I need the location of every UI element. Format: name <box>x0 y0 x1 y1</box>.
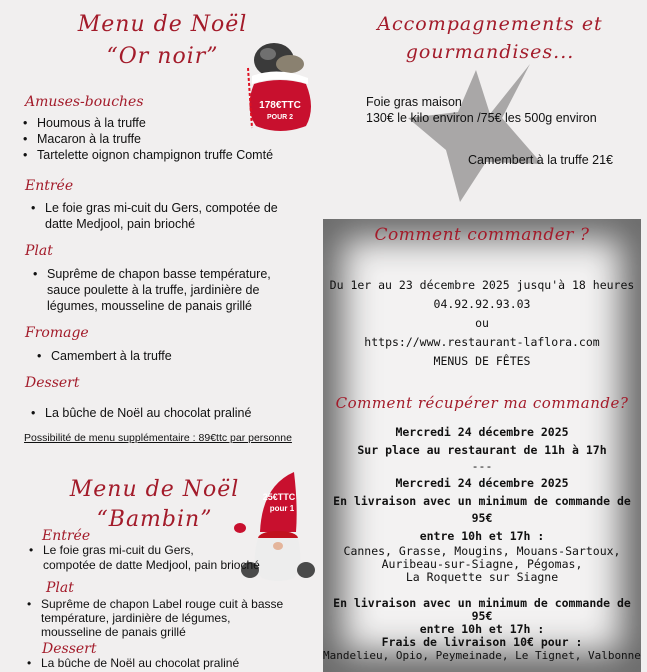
pickup-date: Mercredi 24 décembre 2025 <box>395 425 569 439</box>
accompagnements-title-line1: Accompagnements et <box>377 13 603 35</box>
commander-title: Comment commander ? <box>374 225 590 245</box>
order-phone: 04.92.92.93.03 <box>433 297 531 311</box>
order-menus: MENUS DE FÊTES <box>433 354 531 368</box>
gnome-price-tag: 25€TTC <box>262 492 296 502</box>
order-dates: Du 1er au 23 décembre 2025 jusqu'à 18 heures <box>329 278 635 292</box>
dessert-list <box>30 405 251 421</box>
plat-heading: Plat <box>25 243 53 259</box>
order-website: https://www.restaurant-laflora.com <box>364 335 600 349</box>
list-item: • Suprême de chapon Label rouge cuit à basse température, jardinière de légumes, mousseline de panais grillé <box>26 597 283 639</box>
list-item: • Le foie gras mi-cuit du Gers, compotée de datte Medjool, pain brioché <box>30 200 278 232</box>
foie-gras-offer <box>366 94 597 126</box>
menu-or-noir-title-line1: Menu de Noël <box>77 12 248 37</box>
delivery-towns-2: Mandelieu, Opio, Peymeinade, Le Tignet, Valbonne <box>323 649 641 662</box>
dessert-heading: Dessert <box>25 375 80 391</box>
bambin-entree-list <box>28 543 260 573</box>
foie-gras-title: Foie gras maison <box>366 95 462 109</box>
delivery-date: Mercredi 24 décembre 2025 <box>395 476 569 490</box>
pickup-separator: --- <box>471 459 493 473</box>
order-panel <box>323 219 641 672</box>
list-item: • Camembert à la truffe <box>36 348 172 364</box>
list-item: • Macaron à la truffe <box>22 131 273 147</box>
delivery-hours-1: entre 10h et 17h : <box>419 529 545 543</box>
list-item: • Houmous à la truffe <box>22 115 273 131</box>
delivery-hours-2: entre 10h et 17h : <box>419 622 545 636</box>
sack-price-sub: POUR 2 <box>266 114 294 121</box>
camembert-offer: Camembert à la truffe 21€ <box>468 153 613 167</box>
entree-list <box>30 200 278 232</box>
sack-price-tag: 178€TTC <box>259 100 301 111</box>
delivery-min-1: En livraison avec un minimum de commande de <box>333 494 631 508</box>
star-image <box>402 58 550 206</box>
delivery-towns-1-l2: Auribeau-sur-Siagne, Pégomas, <box>381 557 583 571</box>
menu-bambin-title-line1: Menu de Noël <box>69 477 240 502</box>
plat-list <box>32 266 271 314</box>
order-or: ou <box>475 316 489 330</box>
list-item: • Tartelette oignon champignon truffe Comté <box>22 147 273 163</box>
list-item: • Le foie gras mi-cuit du Gers, compotée de datte Medjool, pain brioché <box>28 543 260 573</box>
delivery-towns-1-l1: Cannes, Grasse, Mougins, Mouans-Sartoux, <box>343 544 621 558</box>
amuses-list <box>22 115 273 163</box>
bambin-dessert-heading: Dessert <box>42 641 97 657</box>
fromage-heading: Fromage <box>25 325 89 341</box>
delivery-fee: Frais de livraison 10€ pour : <box>381 635 583 649</box>
supplement-note: Possibilité de menu supplémentaire : 89€ttc par personne <box>24 432 292 444</box>
recuperer-title: Comment récupérer ma commande? <box>335 394 629 412</box>
list-item: • La bûche de Noël au chocolat praliné <box>26 656 239 670</box>
gnome-price-sub: pour 1 <box>269 504 295 513</box>
bambin-plat-heading: Plat <box>46 580 74 596</box>
bambin-dessert-list <box>26 656 239 670</box>
list-item: • La bûche de Noël au chocolat praliné <box>30 405 251 421</box>
foie-gras-price: 130€ le kilo environ /75€ les 500g environ <box>366 111 597 125</box>
delivery-towns-1-l3: La Roquette sur Siagne <box>405 570 559 584</box>
amuses-heading: Amuses-bouches <box>25 94 144 110</box>
bambin-entree-heading: Entrée <box>42 528 91 544</box>
delivery-min-2: En livraison avec un minimum de commande de <box>333 596 631 610</box>
delivery-min-1-amount: 95€ <box>471 511 493 525</box>
menu-bambin-title-line2: “Bambin” <box>96 507 213 532</box>
fromage-list <box>36 348 172 364</box>
menu-or-noir-title-line2: “Or noir” <box>106 44 219 69</box>
entree-heading: Entrée <box>25 178 74 194</box>
bambin-plat-list <box>26 597 283 639</box>
pickup-hours: Sur place au restaurant de 11h à 17h <box>357 443 607 457</box>
delivery-min-2-amount: 95€ <box>471 609 493 623</box>
list-item: • Suprême de chapon basse température, sauce poulette à la truffe, jardinière de légumes, mousseline de panais grillé <box>32 266 271 314</box>
accompagnements-title-line2: gourmandises... <box>405 41 575 63</box>
